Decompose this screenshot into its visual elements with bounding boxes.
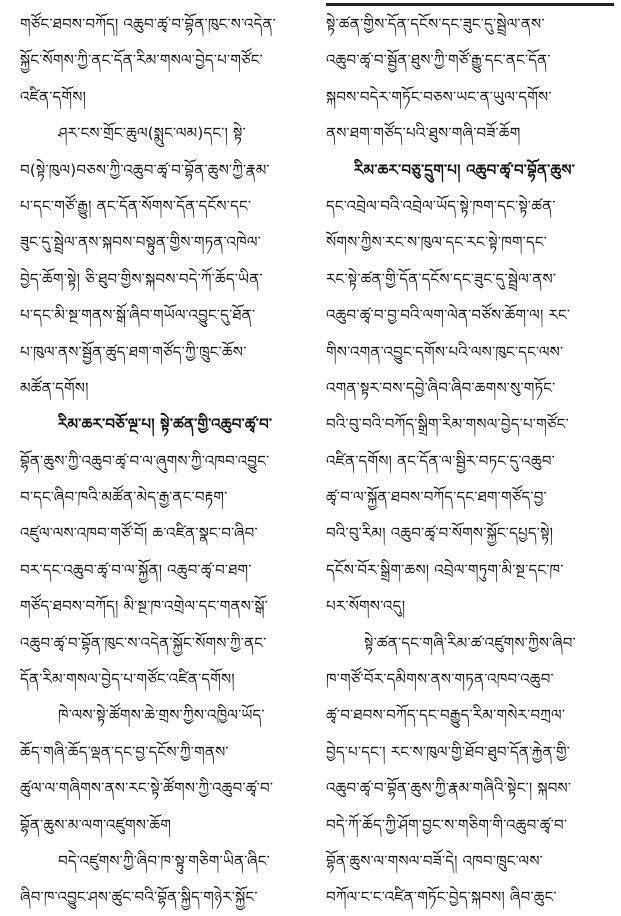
text-line: བའི་བུ་བའི་བཀོད་སྒྲིག་རིམ་གསལ་བྱེད་པ་གཙོང་ <box>326 415 569 434</box>
text-line: བ་དང་ཞིབ་ཁའི་མཚོན་མེད་རྒྱ་ནང་བརྟག་ <box>20 488 228 507</box>
text-line: འགན་སྟར་བས་དབྱེ་ཞིབ་ཞིབ་ཆགས་སུ་གཏོང་ <box>326 378 556 397</box>
text-line: བཀོལ་ང་ང་འཛིན་གཏོང་བྱེད་སྐབས། ཞིབ་ཆུང་ <box>326 888 557 907</box>
paragraph-start: བདེ་འཛུགས་ཀྱི་ཞིབ་ཁ་སྟུ་གཅིག་ཡིན་ཞིང་ <box>58 851 270 870</box>
text-line: དང་འབྲེལ་བའི་འབྲེལ་ཡོད་སྟེ་ཁག་དང་སྟེ་ཚན་ <box>326 196 556 215</box>
text-line: པ་དང་གཙོ་རྒྱུ། ནང་དོན་སོགས་དོན་དངོས་དང་ <box>20 196 252 215</box>
text-line: འཆུབ་ཚྭ་བ་སྦྱོན་ཐུས་ཀྱི་གཙོ་རྒྱུ་དང་ནང་དོན་ <box>326 51 551 70</box>
text-line: ཁ་གཙོ་བོར་དམིགས་ནས་གཏན་འཁབ་འཆུབ་ <box>326 670 554 689</box>
left-column <box>20 6 310 916</box>
text-line: ཚྭ་བ་ལ་སྐྱོན་ཐབས་བཀོད་དང་ཐག་གཙོད་བྱ་ <box>326 488 547 507</box>
text-line: དོན་རིམ་གསལ་བྱེད་པ་གཙོང་འཛིན་དགོས། <box>20 670 235 689</box>
text-line: གཙོང་ཐབས་བཀོད། འཆུབ་ཚྭ་བ་བྷོན་ཁུང་ས་འདེན་ <box>20 15 277 33</box>
text-line: སྐྱོང་སོགས་ཀྱི་ནང་དོན་རིམ་གསལ་བྱེད་པ་གཙོང་ <box>20 51 264 70</box>
text-line: པ་དང་མི་སྔ་གནས་སྒོ་ཞིབ་གཡོལ་འབྱུང་དུ་ཐོན་ <box>20 306 256 325</box>
text-line: ཚྭ་བ་ཐབས་བཀོད་དང་བརྒྱུད་རིམ་གསེར་བཀྲལ་ <box>326 706 566 725</box>
text-line: བའི་བུ་རིམ། འཆུབ་ཚྭ་བ་སོགས་སྐྱོང་དཔྱད་སྟེ། <box>326 524 554 543</box>
text-line: ཆོད་གཞི་ཆོད་ལྡན་དང་བྱ་དངོས་ཀྱི་གནས་ <box>20 742 229 761</box>
text-line: གཙོད་ཐབས་བཀོད། མི་སྔ་ཁ་འགྲེལ་དང་གནས་སྒོ་ <box>20 597 269 616</box>
text-line: འཆུབ་ཚྭ་བ་བྷོན་ཁུང་ས་འདེན་སྐྱོང་སོགས་ཀྱི་ནང་ <box>20 633 267 652</box>
text-line: བ(སྟེ་ཁུལ)བཅས་ཀྱི་འཆུབ་ཚྭ་བ་བྷོན་ཆུས་ཀྱི་རྣམ་ <box>20 160 270 179</box>
text-line: ཚུལ་ལ་གཞིགས་ནས་རང་སྟེ་ཚོགས་ཀྱི་འཆུབ་ཚྭ་བ་ <box>20 779 274 798</box>
text-line: གིས་འགན་འབྱུང་དགོས་པའི་ལས་ཁུང་དང་ལས་ <box>326 342 564 361</box>
text-line: མཚོན་དགོས། <box>20 378 89 397</box>
text-line: བྷོན་ཆུས་མ་ལག་འཛུགས་ཆོག <box>20 815 172 834</box>
text-line: བར་དང་འཆུབ་ཚྭ་བ་ལ་སྐྱོན། འཆུབ་ཚྭ་བ་ཐག་ <box>20 560 252 579</box>
text-line: པ་ཁུལ་ནས་སྦྱོན་ཚུད་ཐག་གཙོད་ཀྱི་ཁྲུང་ཆོས་ <box>20 342 247 361</box>
text-line: ནས་ཐག་གཙོད་པའི་ཐུས་གཞི་བཟོ་ཆོག <box>326 124 521 143</box>
text-line: སྟེ་ཚན་གྱིས་དོན་དངོས་དང་ཟུང་དུ་སྦྲེལ་ནས་ <box>326 15 545 33</box>
text-line: བྷོན་ཆུས་ཀྱི་འཆུབ་ཚྭ་བ་ལ་ཞུགས་ཀྱི་འཁབ་འབྱུང་ <box>20 451 270 470</box>
article-heading: རིམ་ཆར་བཅུ་དྲུག་པ། འཆུབ་ཚྭ་བ་བྷོན་ཆུས་ <box>354 160 576 179</box>
text-line: འཛིན་དགོས། <box>20 87 87 106</box>
paragraph-start: ཤར་ངས་གྲོང་ཆུལ(སྨུང་ལམ)དང་། སྟེ་ <box>58 124 246 143</box>
article-heading: རིམ་ཆར་བཅོ་ལྔ་པ། སྟེ་ཚན་གྱི་འཆུབ་ཚྭ་བ་ <box>58 415 273 434</box>
text-line: རང་སྟེ་ཚན་གྱི་དོན་དངོས་དང་ཟུང་དུ་སྦྲེལ་ནས་ <box>326 269 557 288</box>
right-column <box>326 6 616 916</box>
text-line: བདེ་ཀོ་ཆོད་ཀྱི་ཤོག་བྱང་ས་གཅིག་གི་འཆུབ་ཚྭ་བ་ <box>326 815 568 834</box>
text-line: ཞིབ་ཁ་འབྱུང་ཤས་ཚུང་བའི་བྷོན་སྐྱིད་གཉེར་སྐྱོང་ <box>20 888 258 907</box>
text-line: འཆུབ་ཚྭ་བ་བྱ་བའི་ལག་ལེན་བཙོས་ཆོག་ལ། རང་ <box>326 306 571 325</box>
paragraph-start: ཁེ་ལས་སྟེ་ཚོགས་ཆེ་གྲས་ཀྱིས་འཁྱིལ་ཡོད་ <box>58 706 265 725</box>
text-line: བྱེད་པ་དང་། རང་ས་ཁུལ་གྱི་ཐོབ་ཐུབ་དོན་རྐྱེན་གྱི་ <box>326 742 571 761</box>
text-line: འཛིན་དགོས། ནང་དོན་ལ་སྦྱིར་བཏང་དུ་འཆུབ་ <box>326 451 556 470</box>
text-line: སྐབས་བདེར་གཏོང་བཅས་ཡང་ན་ཡུལ་དགོས་ <box>326 87 552 106</box>
text-line: བྷོན་ཆུས་ལ་གསལ་བཟོ་དེ། འཁབ་ཁྲུང་ལས་ <box>326 851 544 870</box>
text-line: འཛུལ་ལས་འཁབ་གཙོ་བོ། ཆ་འཛིན་སྣང་བ་ཞིབ་ <box>20 524 258 543</box>
text-line: བྱེད་ཆོག་སྟེ། ཅི་ཐུབ་གྱིས་སྐབས་བདེ་ཀོ་ཆོད་ཡིན་ <box>20 269 263 288</box>
text-line: སོགས་ཀྱིས་རང་ས་ཁུལ་དང་རང་སྟེ་ཁག་དང་ <box>326 233 548 252</box>
text-line: ཟུང་དུ་སྦྲེལ་ནས་སྐབས་བསྟུན་གྱིས་གཏན་འཁེལ་ <box>20 233 261 252</box>
paragraph-start: སྟེ་ཚན་དང་གཞི་རིམ་ཚ་འཛུགས་ཀྱིས་ཞིབ་ <box>364 633 576 652</box>
text-line: དངོས་བོར་སྒྲིག་ཆས། འབྲེལ་གཏུག་མི་སྔ་དང་ཁ་ <box>326 560 564 579</box>
text-line: པར་སོགས་འདུ། <box>326 597 406 616</box>
text-line: འཆུབ་ཚྭ་བ་བྷོན་ཆུས་ཀྱི་རྣམ་གཞིའི་སྟེང་། སྐབས་ <box>326 779 572 798</box>
